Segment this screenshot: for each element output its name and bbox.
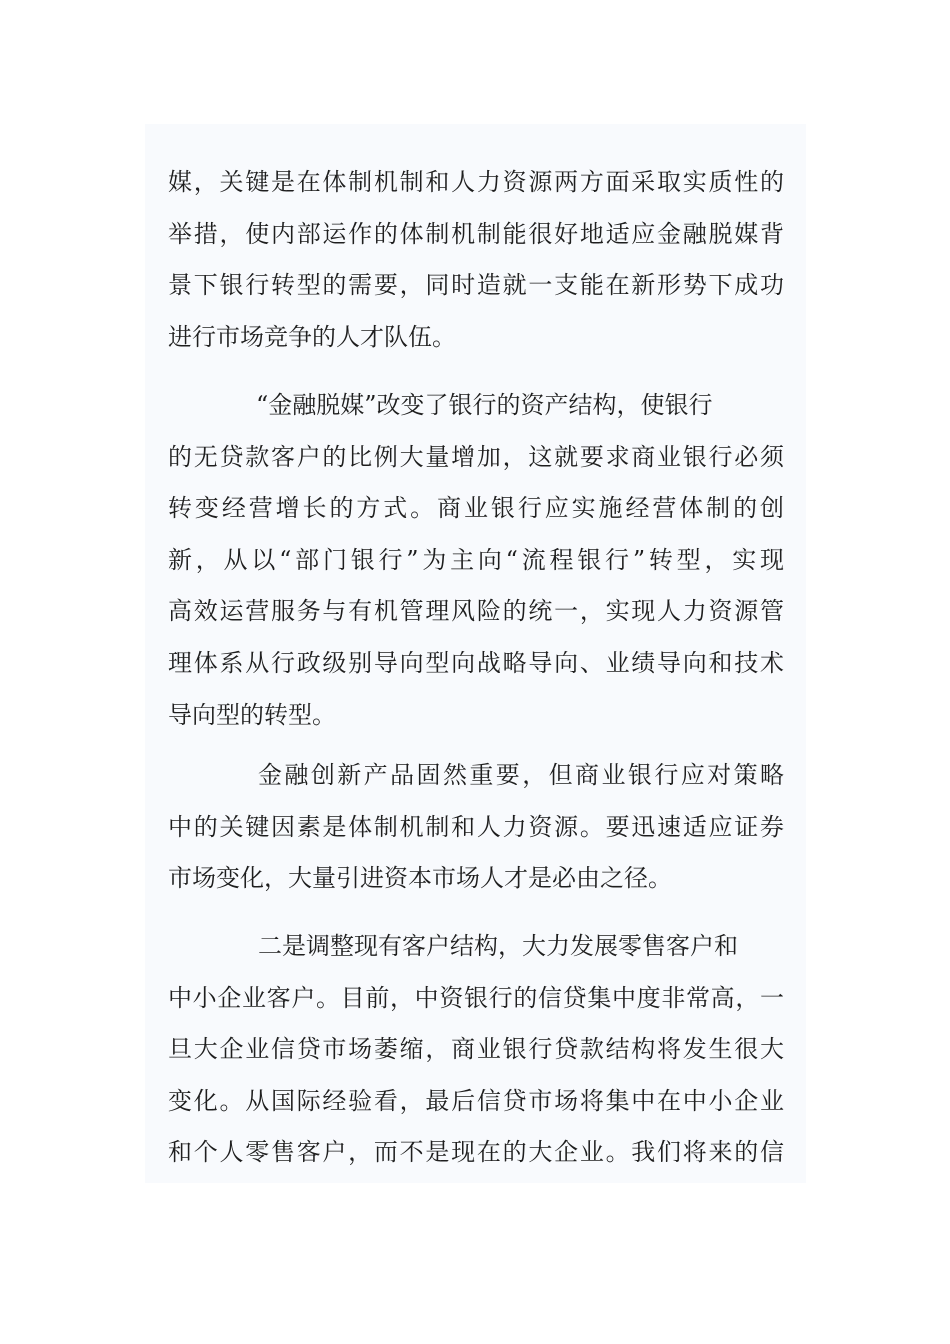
paragraph-line: 中的关键因素是体制机制和人力资源。要迅速适应证券 xyxy=(168,812,784,841)
paragraph-line: “金融脱媒”改变了银行的资产结构，使银行 xyxy=(256,391,713,419)
paragraph-line: 的无贷款客户的比例大量增加，这就要求商业银行必须 xyxy=(168,442,784,471)
paragraph-line: 转变经营增长的方式。商业银行应实施经营体制的创 xyxy=(168,494,784,523)
paragraph-line: 二是调整现有客户结构，大力发展零售客户和 xyxy=(258,932,738,960)
paragraph-line: 金融创新产品固然重要，但商业银行应对策略 xyxy=(258,761,784,789)
paragraph-line: 中小企业客户。目前，中资银行的信贷集中度非常高，一 xyxy=(168,983,784,1012)
paragraph-line: 旦大企业信贷市场萎缩，商业银行贷款结构将发生很大 xyxy=(168,1035,784,1064)
paragraph-line: 市场变化，大量引进资本市场人才是必由之径。 xyxy=(168,864,672,893)
paragraph-line: 媒，关键是在体制机制和人力资源两方面采取实质性的 xyxy=(168,168,784,196)
paragraph-2 xyxy=(168,380,784,741)
paragraph-line: 和个人零售客户，而不是现在的大企业。我们将来的信 xyxy=(168,1138,784,1167)
paragraph-line: 景下银行转型的需要，同时造就一支能在新形势下成功 xyxy=(168,271,784,300)
paragraph-1 xyxy=(168,157,784,363)
paragraph-line: 举措，使内部运作的体制机制能很好地适应金融脱媒背 xyxy=(168,219,784,248)
paragraph-line: 理体系从行政级别导向型向战略导向、业绩导向和技术 xyxy=(168,648,784,677)
paragraph-line: 变化。从国际经验看，最后信贷市场将集中在中小企业 xyxy=(168,1086,784,1115)
paragraph-4 xyxy=(168,921,784,1179)
paragraph-line: 进行市场竞争的人才队伍。 xyxy=(168,322,456,351)
paragraph-line: 新，从以“部门银行”为主向“流程银行”转型，实现 xyxy=(168,545,784,574)
paragraph-line: 导向型的转型。 xyxy=(168,700,336,729)
paragraph-line: 高效运营服务与有机管理风险的统一，实现人力资源管 xyxy=(168,597,784,626)
paragraph-3 xyxy=(168,750,784,905)
